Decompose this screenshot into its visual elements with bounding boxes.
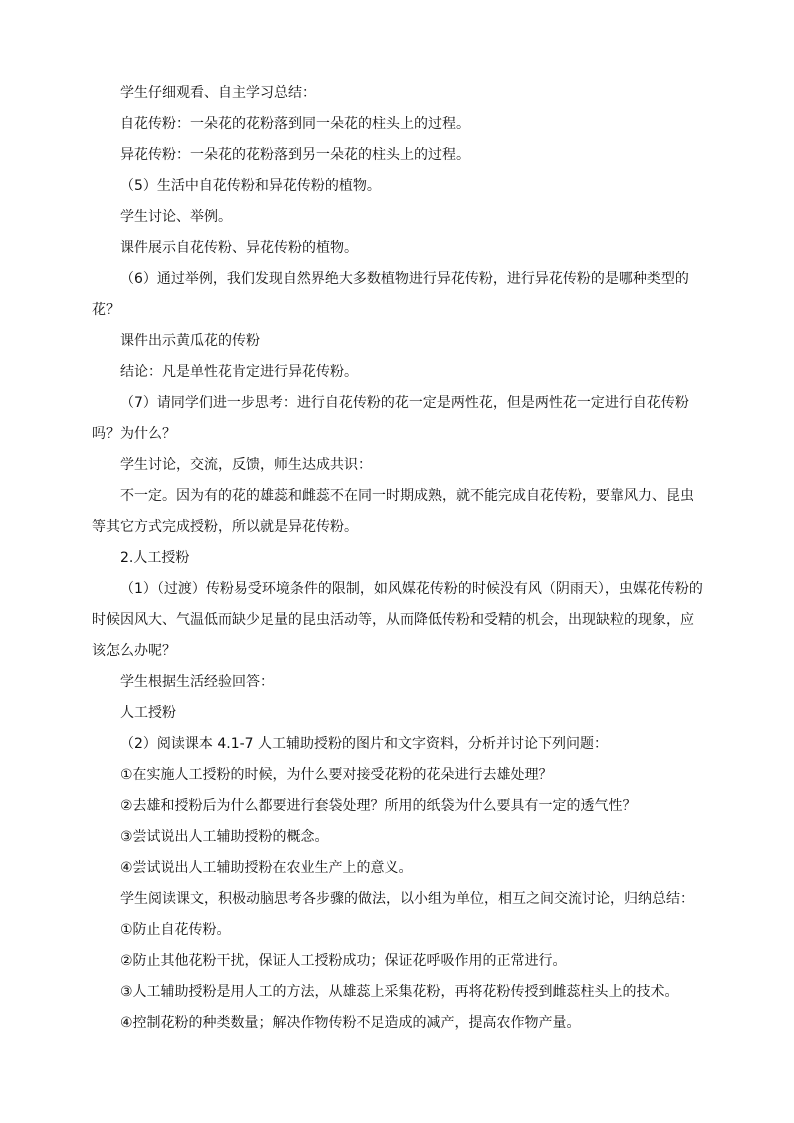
section-heading-artificial-pollination: 2.人工授粉 [120, 550, 190, 566]
list-item-question-a: ①在实施人工授粉的时候，为什么要对接受花粉的花朵进行去雄处理？ [120, 767, 553, 783]
paragraph-artificial-pollination: 人工授粉 [120, 705, 176, 721]
list-item-question-b: ②去雄和授粉后为什么都要进行套袋处理？所用的纸袋为什么要具有一定的透气性？ [120, 798, 637, 814]
paragraph-student-discuss: 学生讨论、举例。 [120, 209, 232, 225]
paragraph-conclusion: 结论：凡是单性花肯定进行异花传粉。 [120, 364, 358, 380]
list-item-question-c: ③尝试说出人工辅助授粉的概念。 [120, 829, 329, 845]
paragraph-question-6: （6）通过举例，我们发现自然界绝大多数植物进行异花传粉，进行异花传粉的是哪种类型的花？ [92, 271, 689, 318]
paragraph-question-7: （7）请同学们进一步思考：进行自花传粉的花一定是两性花，但是两性花一定进行自花传粉吗？为什么？ [92, 395, 689, 442]
paragraph-question-5: （5）生活中自花传粉和异花传粉的植物。 [120, 178, 381, 194]
paragraph-student-reading-summary: 学生阅读课文，积极动脑思考各步骤的做法，以小组为单位，相互之间交流讨论，归纳总结： [120, 891, 694, 907]
paragraph-consensus: 学生讨论，交流，反馈，师生达成共识： [120, 457, 372, 473]
list-item-answer-a: ①防止自花传粉。 [120, 922, 231, 938]
paragraph-student-answer-intro: 学生根据生活经验回答： [120, 674, 274, 690]
paragraph-answer-not-necessarily: 不一定。因为有的花的雄蕊和雌蕊不在同一时期成熟，就不能完成自花传粉，要靠风力、昆虫等其它方式完成授粉，所以就是异花传粉。 [92, 488, 694, 535]
list-item-question-d: ④尝试说出人工辅助授粉在农业生产上的意义。 [120, 860, 413, 876]
list-item-answer-b: ②防止其他花粉干扰，保证人工授粉成功；保证花呼吸作用的正常进行。 [120, 953, 567, 969]
paragraph-question-1-transition: （1）（过渡）传粉易受环境条件的限制，如风媒花传粉的时候没有风（阴雨天），虫媒花传粉的时候因风大、气温低而缺少足量的昆虫活动等，从而降低传粉和受精的机会，出现缺粒的现象，应该怎么办呢？ [92, 581, 703, 659]
paragraph-question-2-reading: （2）阅读课本 4.1-7 人工辅助授粉的图片和文字资料，分析并讨论下列问题： [120, 736, 609, 752]
document-body [92, 78, 704, 1039]
list-item-answer-c: ③人工辅助授粉是用人工的方法，从雄蕊上采集花粉，再将花粉传授到雌蕊柱头上的技术。 [120, 984, 679, 1000]
paragraph-student-summary-intro: 学生仔细观看、自主学习总结： [120, 85, 316, 101]
list-item-answer-d: ④控制花粉的种类数量；解决作物传粉不足造成的减产，提高农作物产量。 [120, 1015, 581, 1031]
paragraph-courseware-plants: 课件展示自花传粉、异花传粉的植物。 [120, 240, 358, 256]
paragraph-self-pollination-def: 自花传粉：一朵花的花粉落到同一朵花的柱头上的过程。 [120, 116, 470, 132]
paragraph-cross-pollination-def: 异花传粉：一朵花的花粉落到另一朵花的柱头上的过程。 [120, 147, 470, 163]
paragraph-cucumber-flower: 课件出示黄瓜花的传粉 [120, 333, 260, 349]
